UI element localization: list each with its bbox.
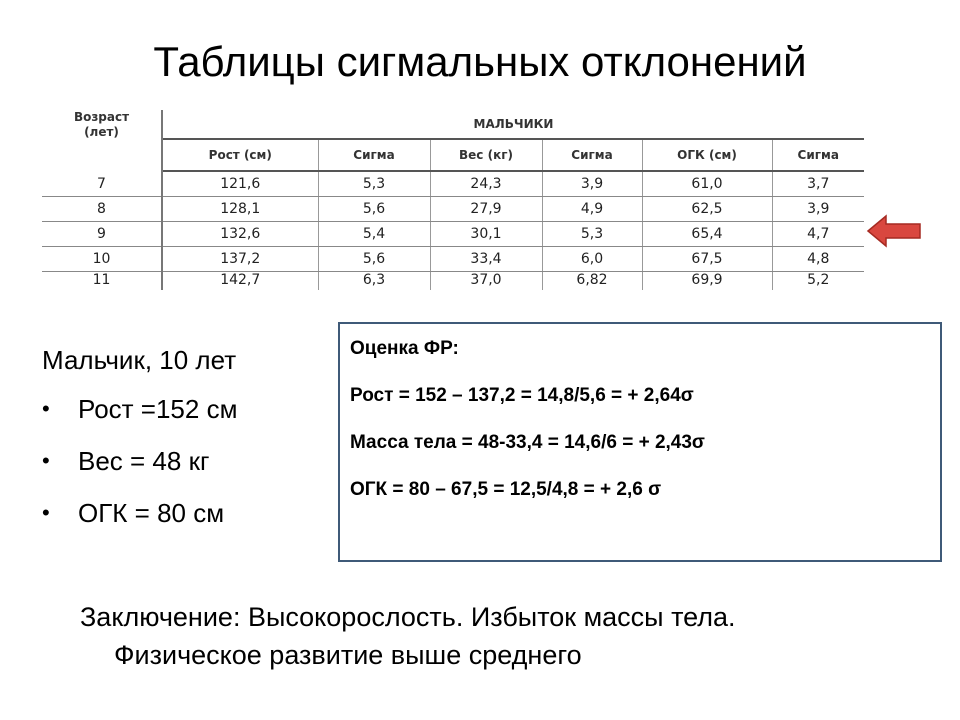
column-header: Сигма bbox=[318, 139, 430, 171]
slide-title: Таблицы сигмальных отклонений bbox=[153, 38, 807, 85]
table-cell: 9 bbox=[42, 222, 162, 247]
group-header-boys: МАЛЬЧИКИ bbox=[473, 117, 554, 131]
table-cell: 6,3 bbox=[318, 272, 430, 291]
table-cell: 6,82 bbox=[542, 272, 642, 291]
conclusion-line-2: Физическое развитие выше среднего bbox=[114, 640, 582, 670]
evaluation-line-height: Рост = 152 – 137,2 = 14,8/5,6 = + 2,64σ bbox=[350, 385, 694, 406]
table-cell: 24,3 bbox=[430, 171, 542, 197]
table-cell: 5,4 bbox=[318, 222, 430, 247]
table-cell: 4,7 bbox=[772, 222, 864, 247]
list-item bbox=[42, 496, 237, 548]
table-row bbox=[42, 247, 864, 272]
table-cell: 27,9 bbox=[430, 197, 542, 222]
red-left-arrow-icon bbox=[866, 212, 922, 250]
sigma-table-image bbox=[42, 110, 864, 290]
list-item bbox=[42, 392, 237, 444]
sigma-table bbox=[42, 110, 864, 290]
table-cell: 37,0 bbox=[430, 272, 542, 291]
column-header: Сигма bbox=[542, 139, 642, 171]
params-list bbox=[42, 392, 237, 548]
table-row bbox=[42, 171, 864, 197]
bullet-icon: • bbox=[42, 396, 50, 421]
param-chest: ОГК = 80 см bbox=[78, 498, 225, 528]
table-cell: 4,8 bbox=[772, 247, 864, 272]
table-row bbox=[42, 272, 864, 291]
table-cell: 132,6 bbox=[162, 222, 318, 247]
table-cell: 5,2 bbox=[772, 272, 864, 291]
table-row bbox=[42, 222, 864, 247]
table-cell: 10 bbox=[42, 247, 162, 272]
column-header: Вес (кг) bbox=[430, 139, 542, 171]
age-header-unit: (лет) bbox=[84, 125, 119, 139]
table-cell: 3,9 bbox=[772, 197, 864, 222]
table-cell: 137,2 bbox=[162, 247, 318, 272]
evaluation-line-chest: ОГК = 80 – 67,5 = 12,5/4,8 = + 2,6 σ bbox=[350, 479, 662, 500]
table-cell: 4,9 bbox=[542, 197, 642, 222]
table-cell: 8 bbox=[42, 197, 162, 222]
table-cell: 11 bbox=[42, 272, 162, 291]
case-title: Мальчик, 10 лет bbox=[42, 345, 237, 375]
evaluation-heading: Оценка ФР: bbox=[350, 338, 459, 359]
table-cell: 69,9 bbox=[642, 272, 772, 291]
table-cell: 5,6 bbox=[318, 247, 430, 272]
table-cell: 121,6 bbox=[162, 171, 318, 197]
table-cell: 7 bbox=[42, 171, 162, 197]
table-cell: 142,7 bbox=[162, 272, 318, 291]
param-weight: Вес = 48 кг bbox=[78, 446, 210, 476]
column-header: Рост (см) bbox=[162, 139, 318, 171]
age-header-label: Возраст bbox=[73, 110, 130, 124]
column-header: ОГК (см) bbox=[642, 139, 772, 171]
bullet-icon: • bbox=[42, 448, 50, 473]
table-cell: 65,4 bbox=[642, 222, 772, 247]
table-cell: 33,4 bbox=[430, 247, 542, 272]
bullet-icon: • bbox=[42, 500, 50, 525]
table-cell: 5,3 bbox=[318, 171, 430, 197]
table-cell: 30,1 bbox=[430, 222, 542, 247]
table-cell: 3,9 bbox=[542, 171, 642, 197]
table-cell: 3,7 bbox=[772, 171, 864, 197]
table-cell: 67,5 bbox=[642, 247, 772, 272]
table-cell: 6,0 bbox=[542, 247, 642, 272]
param-height: Рост =152 см bbox=[78, 394, 238, 424]
table-cell: 62,5 bbox=[642, 197, 772, 222]
conclusion-line-1: Заключение: Высокорослость. Избыток массы тела. bbox=[80, 602, 736, 632]
column-header: Сигма bbox=[772, 139, 864, 171]
table-cell: 128,1 bbox=[162, 197, 318, 222]
table-cell: 5,6 bbox=[318, 197, 430, 222]
table-row bbox=[42, 197, 864, 222]
conclusion bbox=[80, 598, 940, 674]
evaluation-box bbox=[338, 322, 942, 562]
table-cell: 5,3 bbox=[542, 222, 642, 247]
table-cell: 61,0 bbox=[642, 171, 772, 197]
list-item bbox=[42, 444, 237, 496]
age-header bbox=[42, 110, 162, 171]
evaluation-line-mass: Масса тела = 48-33,4 = 14,6/6 = + 2,43σ bbox=[350, 432, 705, 453]
